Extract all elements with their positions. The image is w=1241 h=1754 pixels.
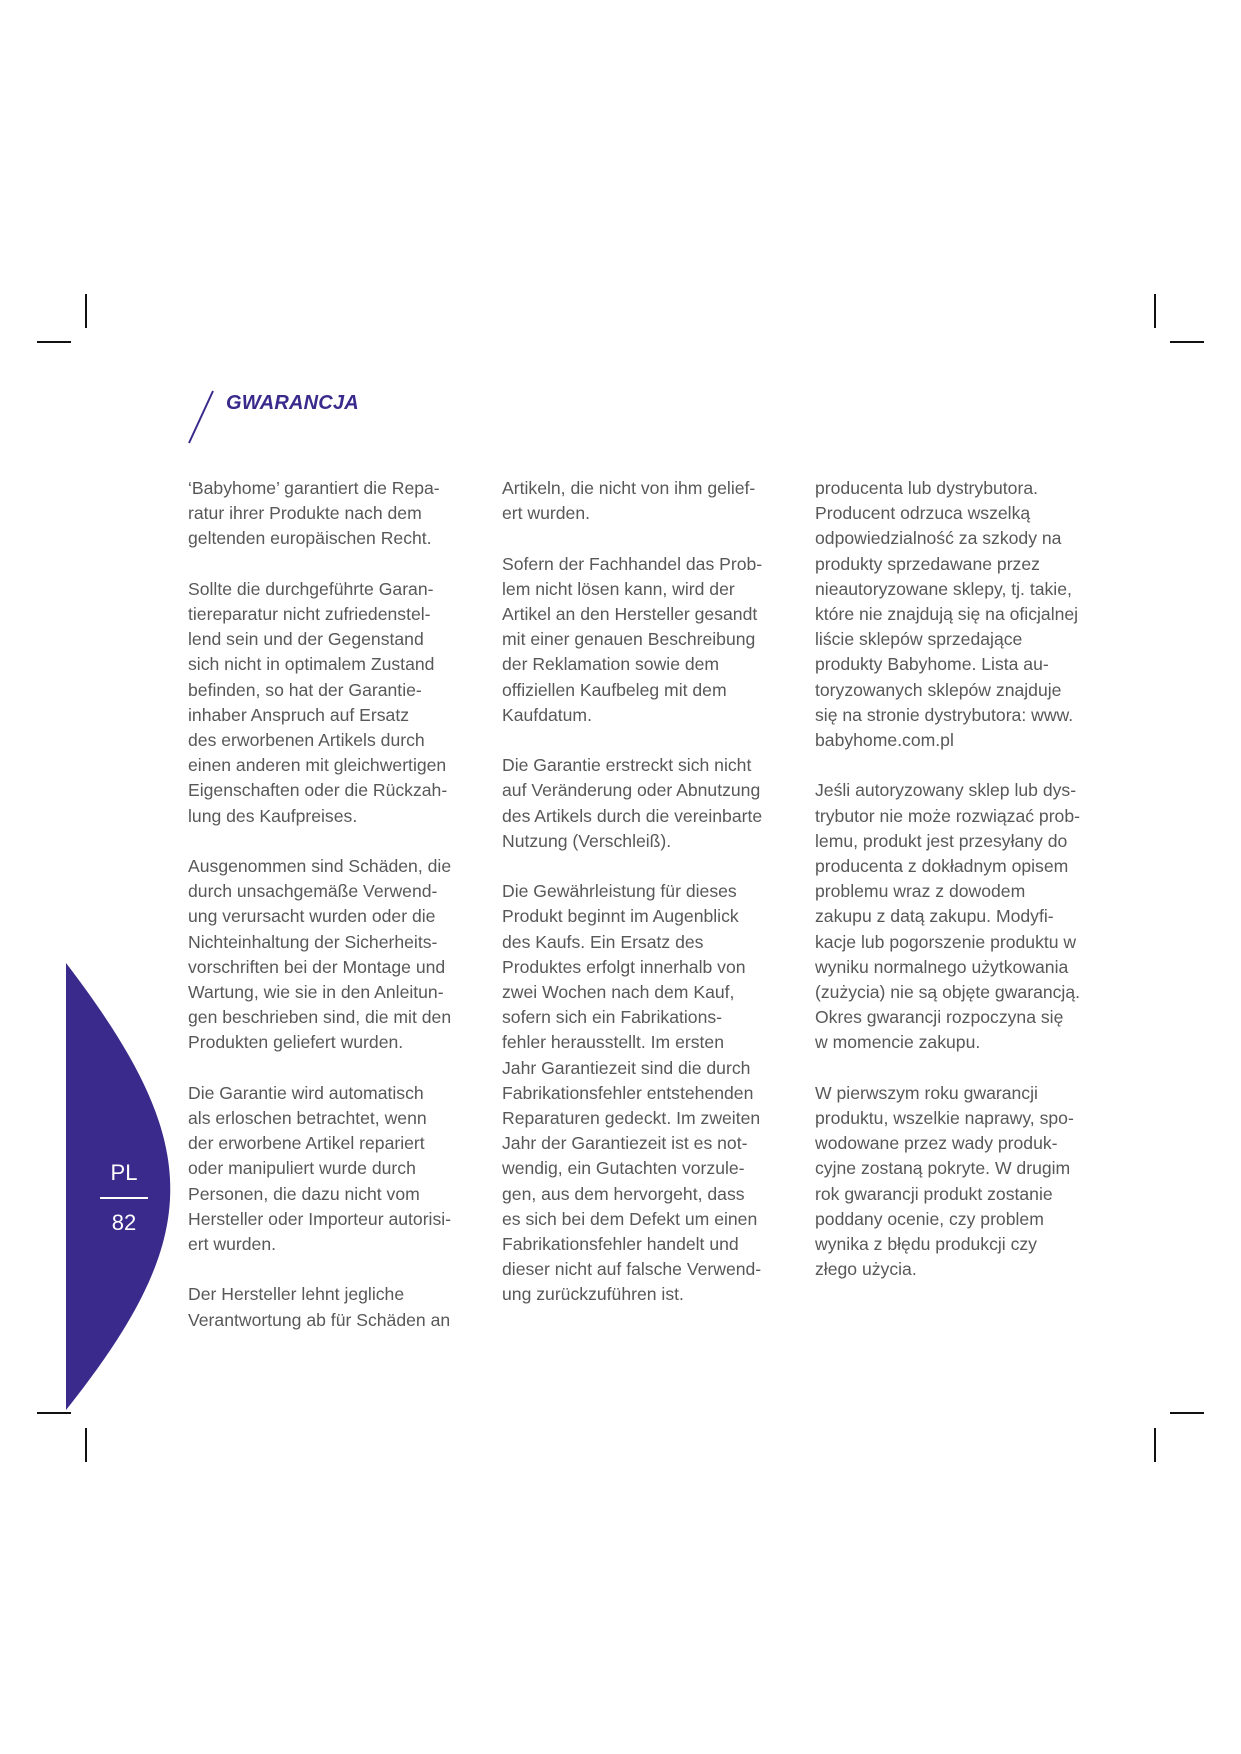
side-tab-shape	[0, 0, 200, 1754]
paragraph: Die Gewährleistung für dieses Produkt beginnt im Augenblick des Kaufs. Ein Ersatz des Produktes erfolgt innerhalb von zwei Wochen nach dem Kauf, sofern sich ein Fabrikations- fehler herausstellt. Im ersten Jahr Garantiezeit sind die durch Fabrikationsfehler entstehenden Reparaturen gedeckt. Im zweiten Jahr der Garantiezeit ist es not- wendig, ein Gutachten vorzule- gen, aus dem hervorgeht, dass es sich bei dem Defekt um einen Fabrikationsfehler handelt und dieser nicht auf falsche Verwend- ung zurückzuführen ist.	[502, 881, 762, 1305]
paragraph: Sofern der Fachhandel das Prob- lem nicht lösen kann, wird der Artikel an den Hersteller gesandt mit einer genauen Beschreibung der Reklamation sowie dem offiziellen Kaufbeleg mit dem Kaufdatum.	[502, 553, 763, 725]
crop-mark-top-right-horizontal	[1170, 341, 1204, 343]
crop-mark-bottom-right-vertical	[1154, 1428, 1156, 1462]
paragraph: Jeśli autoryzowany sklep lub dys- trybutor nie może rozwiązać prob- lemu, produkt jest przesyłany do producenta z dokładnym opisem problemu wraz z dowodem zakupu z datą zakupu. Modyfi- kacje lub pogorszenie produktu w wyniku normalnego użytkowania (zużycia) nie są objęte gwarancją. Okres gwarancji rozpoczyna się w momencie zakupu.	[815, 780, 1081, 1053]
side-tab-divider	[100, 1197, 148, 1199]
paragraph: Artikeln, die nicht von ihm gelief- ert wurden.	[502, 478, 756, 524]
crop-mark-top-right-vertical	[1154, 294, 1156, 328]
section-title: GWARANCJA	[226, 392, 359, 414]
paragraph: producenta lub dystrybutora. Producent odrzuca wszelką odpowiedzialność za szkody na produkty sprzedawane przez nieautoryzowane sklepy, tj. takie, które nie znajdują się na oficjalnej liście sklepów sprzedające produkty Babyhome. Lista au- toryzowanych sklepów znajduje się na stronie dystrybutora: www. babyhome.com.pl	[815, 478, 1079, 751]
page-number: 82	[111, 1210, 137, 1235]
crop-mark-bottom-right-horizontal	[1170, 1412, 1204, 1414]
paragraph: Ausgenommen sind Schäden, die durch unsachgemäße Verwend- ung verursacht wurden oder die Nichteinhaltung der Sicherheits- vorschriften bei der Montage und Wartung, wie sie in den Anleitun- gen beschrieben sind, die mit den Produkten geliefert wurden.	[188, 856, 452, 1053]
paragraph: ‘Babyhome’ garantiert die Repa- ratur ihrer Produkte nach dem geltenden europäischen Recht.	[188, 478, 440, 549]
side-tab	[97, 1158, 151, 1238]
paragraph: Sollte die durchgeführte Garan- tiereparatur nicht zufriedenstel- lend sein und der Gegenstand sich nicht in optimalem Zustand befinden, so hat der Garantie- inhaber Anspruch auf Ersatz des erworbenen Artikels durch einen anderen mit gleichwertigen Eigenschaften oder die Rückzah- lung des Kaufpreises.	[188, 578, 448, 826]
paragraph: Die Garantie erstreckt sich nicht auf Veränderung oder Abnutzung des Artikels durch die vereinbarte Nutzung (Verschleiß).	[502, 755, 763, 851]
text-column-3	[815, 476, 1107, 1282]
paragraph: W pierwszym roku gwarancji produktu, wszelkie naprawy, spo- wodowane przez wady produk- cyjne zostaną pokryte. W drugim rok gwarancji produkt zostanie poddany ocenie, czy problem wynika z błędu produkcji czy złego użycia.	[815, 1082, 1074, 1280]
paragraph: Der Hersteller lehnt jegliche Verantwortung ab für Schäden an	[188, 1284, 451, 1330]
text-column-2	[502, 476, 794, 1308]
language-label: PL	[110, 1160, 138, 1185]
slash-icon	[185, 388, 225, 448]
section-heading	[185, 388, 485, 448]
text-column-1	[188, 476, 480, 1333]
paragraph: Die Garantie wird automatisch als erloschen betrachtet, wenn der erworbene Artikel repariert oder manipuliert wurde durch Personen, die dazu nicht vom Hersteller oder Importeur autorisi- ert wurden.	[188, 1082, 452, 1255]
